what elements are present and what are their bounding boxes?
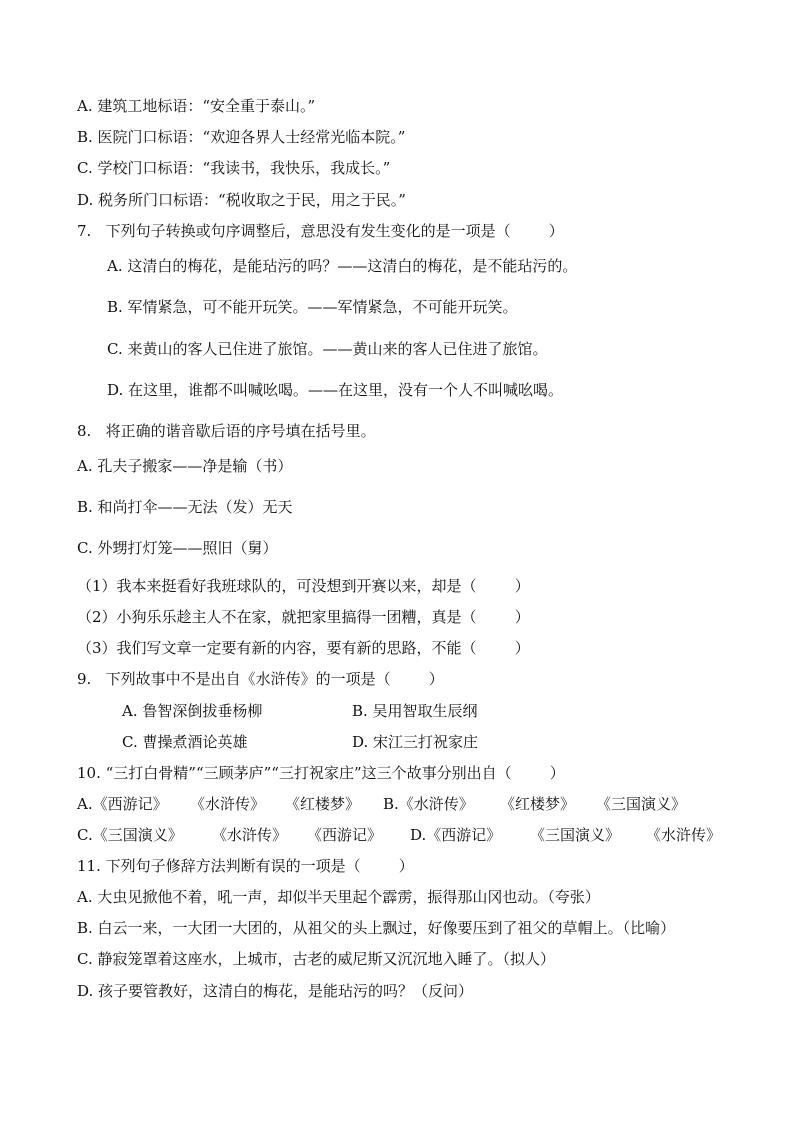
q8-option-b: B. 和尚打伞——无法（发）无天 <box>77 498 293 516</box>
q8-stem: 8. 将正确的谐音歇后语的序号填在括号里。 <box>77 422 376 440</box>
q10-row1-item: 《红楼梦》 <box>285 795 361 813</box>
q10-row2-item: 《水浒传》 <box>212 826 288 844</box>
q6-option-d: D. 税务所门口标语：“税收取之于民，用之于民。” <box>77 191 406 209</box>
q10-row1-item: B.《水浒传》 <box>383 795 474 813</box>
q8-item-2: （2）小狗乐乐趁主人不在家，就把家里搞得一团糟，真是（ ） <box>77 608 530 626</box>
q11-option-c: C. 静寂笼罩着这座水，上城市，古老的威尼斯又沉沉地入睡了。（拟人） <box>77 950 555 968</box>
q8-option-c: C. 外甥打灯笼——照旧（舅） <box>77 539 278 557</box>
q11-option-d: D. 孩子要管教好，这清白的梅花，是能玷污的吗？（反问） <box>77 982 474 1000</box>
q10-options-row-2 <box>0 825 794 845</box>
q10-row1-item: 《三国演义》 <box>596 795 687 813</box>
q7-option-c: C. 来黄山的客人已住进了旅馆。——黄山来的客人已住进了旅馆。 <box>107 340 548 358</box>
q6-option-a: A. 建筑工地标语：“安全重于泰山。” <box>77 97 316 115</box>
q10-row1-item: A.《西游记》 <box>77 795 168 813</box>
q7-option-a: A. 这清白的梅花，是能玷污的吗？——这清白的梅花，是不能玷污的。 <box>107 257 578 275</box>
q10-stem: 10. “三打白骨精”“三顾茅庐”“三打祝家庄”这三个故事分别出自（ ） <box>77 764 565 782</box>
q10-row2-item: D.《西游记》 <box>410 826 502 844</box>
q11-option-b: B. 白云一来，一大团一大团的，从祖父的头上飘过，好像要压到了祖父的草帽上。（比喻） <box>77 919 676 937</box>
q6-option-c: C. 学校门口标语：“我读书，我快乐，我成长。” <box>77 159 391 177</box>
q11-stem: 11. 下列句子修辞方法判断有误的一项是（ ） <box>77 857 414 875</box>
q9-option-b: B. 吴用智取生辰纲 <box>352 702 478 720</box>
q10-row1-item: 《红楼梦》 <box>500 795 576 813</box>
q10-row2-item: 《三国演义》 <box>530 826 621 844</box>
q7-option-b: B. 军情紧急，可不能开玩笑。——军情紧急，不可能开玩笑。 <box>107 298 518 316</box>
q11-option-a: A. 大虫见掀他不着，吼一声，却似半天里起个霹雳，振得那山冈也动。（夸张） <box>77 888 600 906</box>
q6-option-b: B. 医院门口标语：“欢迎各界人士经常光临本院。” <box>77 128 406 146</box>
q10-row2-item: 《西游记》 <box>307 826 383 844</box>
q10-row1-item: 《水浒传》 <box>190 795 266 813</box>
q9-option-c: C. 曹操煮酒论英雄 <box>122 733 248 751</box>
q10-options-row-1 <box>0 794 794 814</box>
q8-item-1: （1）我本来挺看好我班球队的，可没想到开赛以来，却是（ ） <box>77 577 530 595</box>
q10-row2-item: 《水浒传》 <box>646 826 722 844</box>
q10-row2-item: C.《三国演义》 <box>77 826 183 844</box>
q9-option-a: A. 鲁智深倒拔垂杨柳 <box>122 702 263 720</box>
q8-option-a: A. 孔夫子搬家——净是输（书） <box>77 457 293 475</box>
q9-option-d: D. 宋江三打祝家庄 <box>352 733 479 751</box>
q7-stem: 7. 下列句子转换或句序调整后，意思没有发生变化的是一项是（ ） <box>77 222 564 240</box>
q7-option-d: D. 在这里，谁都不叫喊吆喝。——在这里，没有一个人不叫喊吆喝。 <box>107 381 564 399</box>
q9-stem: 9. 下列故事中不是出自《水浒传》的一项是（ ） <box>77 670 444 688</box>
q8-item-3: （3）我们写文章一定要有新的内容，要有新的思路，不能（ ） <box>77 639 530 657</box>
